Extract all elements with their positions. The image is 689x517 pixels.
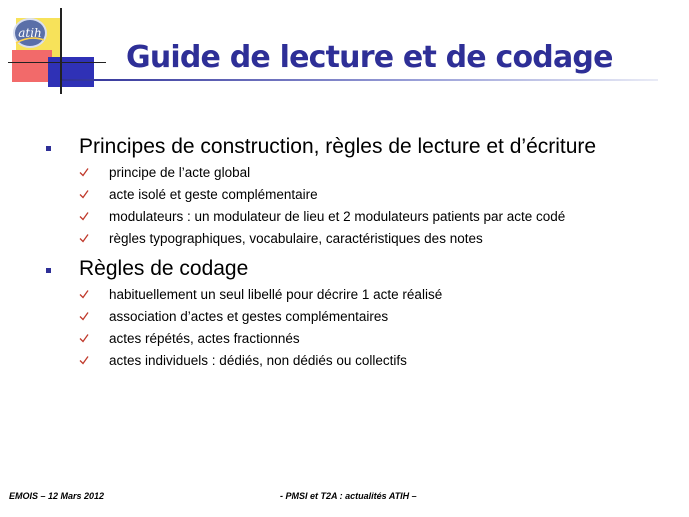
list-item [78, 283, 442, 305]
logo-text: atih [18, 26, 42, 40]
title-underline [62, 79, 658, 81]
list-item-text: actes répétés, actes fractionnés [109, 330, 300, 346]
checkmark-icon [78, 354, 90, 366]
list-item [78, 205, 596, 227]
list-item [78, 349, 442, 371]
list-item [78, 305, 442, 327]
logo-block [0, 0, 100, 100]
section-heading-row [46, 255, 442, 283]
list-item [78, 161, 596, 183]
section-regles [46, 255, 442, 371]
list-item-text: règles typographiques, vocabulaire, caractéristiques des notes [109, 230, 483, 246]
logo-red-square [12, 50, 52, 82]
list-item-text: modulateurs : un modulateur de lieu et 2 modulateurs patients par acte codé [109, 208, 566, 224]
footer-event: EMOIS – 12 Mars 2012 [9, 491, 105, 501]
list-item-text: habituellement un seul libellé pour décrire 1 acte réalisé [109, 286, 443, 302]
list-item [78, 327, 442, 349]
checkmark-icon [78, 210, 90, 222]
checkmark-icon [78, 166, 90, 178]
section-items [78, 161, 596, 249]
section-principes [46, 133, 596, 249]
list-item-text: actes individuels : dédiés, non dédiés ou collectifs [109, 352, 407, 368]
list-item-text: association d’actes et gestes complémentaires [109, 308, 389, 324]
checkmark-icon [78, 232, 90, 244]
square-bullet-icon [46, 268, 51, 273]
checkmark-icon [78, 332, 90, 344]
list-item-text: acte isolé et geste complémentaire [109, 186, 318, 202]
logo-horizontal-line [8, 62, 106, 63]
checkmark-icon [78, 288, 90, 300]
slide-title: Guide de lecture et de codage [126, 40, 613, 75]
square-bullet-icon [46, 146, 51, 151]
section-heading: Règles de codage [79, 257, 249, 280]
list-item [78, 227, 596, 249]
atih-logo-icon [13, 18, 47, 48]
logo-vertical-line [60, 8, 62, 94]
section-heading: Principes de construction, règles de lecture et d’écriture [79, 135, 597, 158]
footer-title: - PMSI et T2A : actualités ATIH – [280, 491, 417, 501]
list-item-text: principe de l’acte global [109, 164, 251, 180]
list-item [78, 183, 596, 205]
section-items [78, 283, 442, 371]
checkmark-icon [78, 310, 90, 322]
checkmark-icon [78, 188, 90, 200]
section-heading-row [46, 133, 596, 161]
